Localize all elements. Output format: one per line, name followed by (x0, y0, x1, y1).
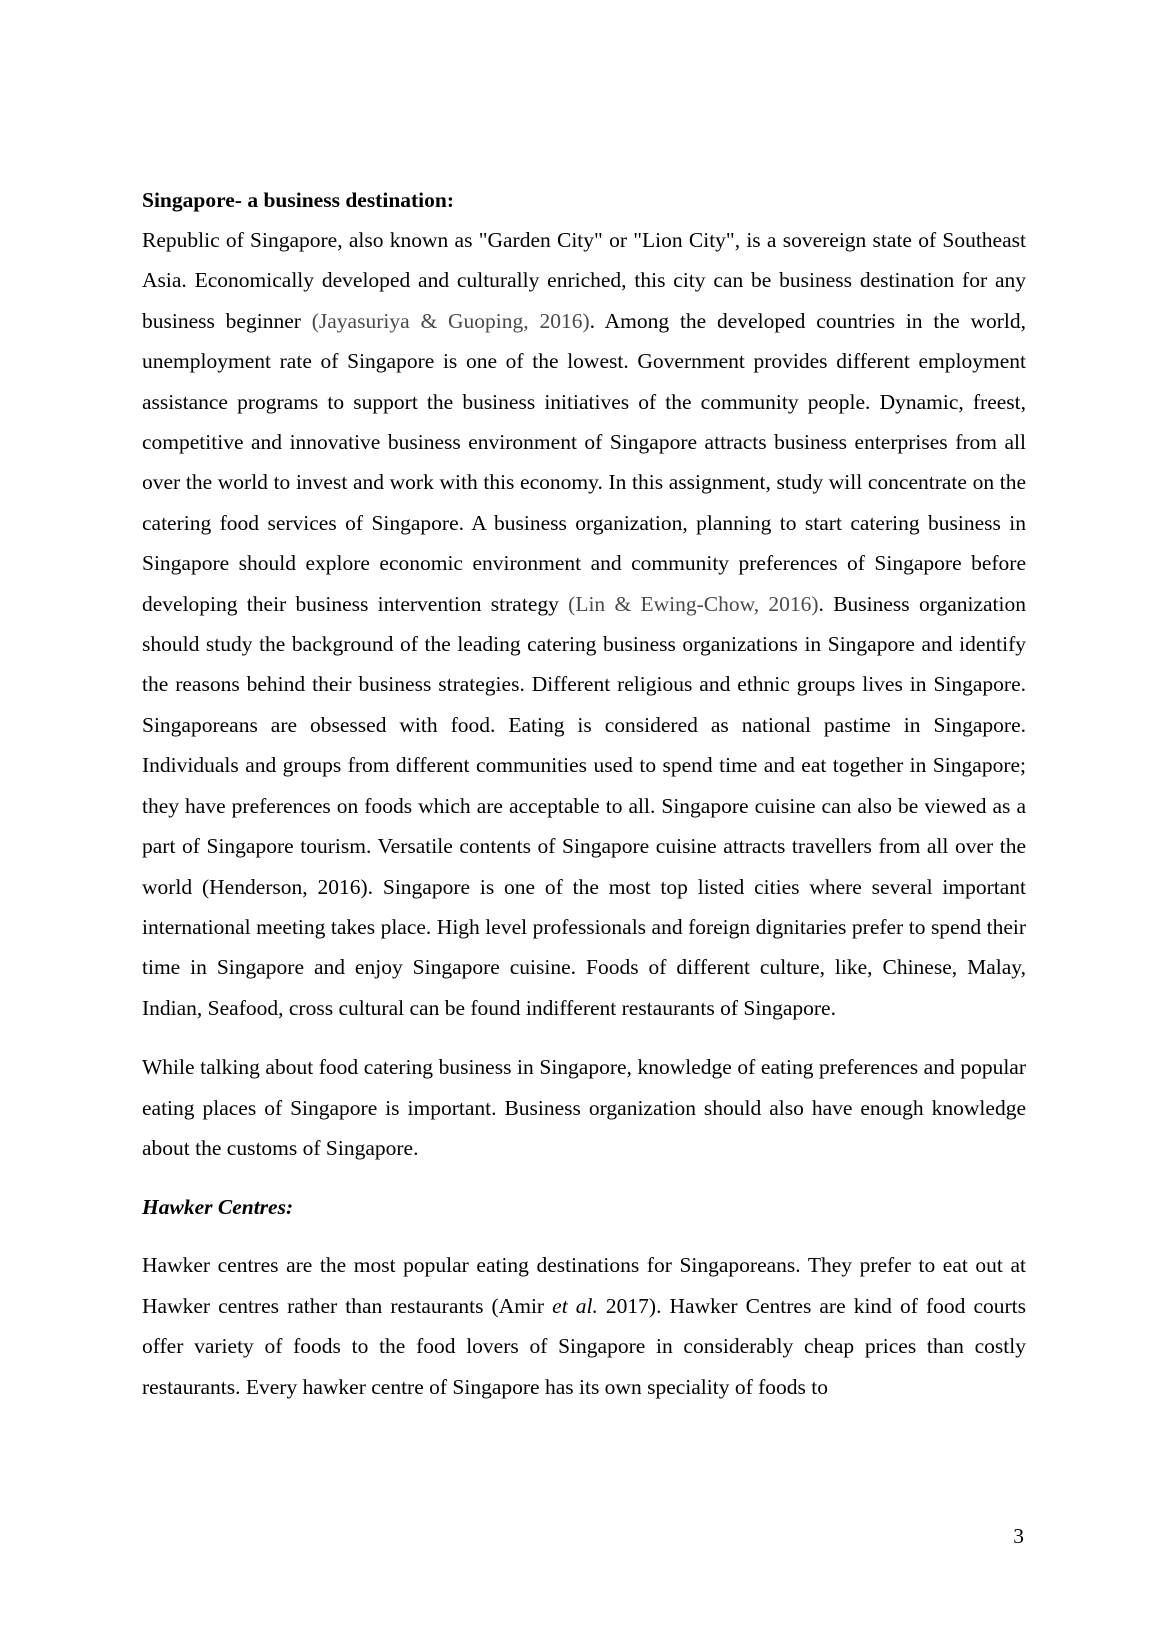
paragraph-text: Hawker centres are the most popular eating destinations for Singaporeans. They prefer to eat out at Hawker centres rather than restaurants (Amir (142, 1253, 1026, 1318)
paragraph-text: Republic of Singapore, also known as "Garden City" or "Lion City", is a sovereign state of Southeast Asia. Economically developed and culturally enriched, this city can be business destination for any business beginner (142, 228, 1026, 333)
subsection-heading: Hawker Centres: (142, 1195, 294, 1220)
citation: (Lin & Ewing-Chow, 2016) (568, 591, 819, 616)
paragraph-text: . Business organization should study the background of the leading catering business organizations in Singapore and identify the reasons behind their business strategies. Different religious and ethnic groups lives in Singapore. Singaporeans are obsessed with food. Eating is considered as national pastime in Singapore. Individuals and groups from different communities used to spend time and eat together in Singapore; they have preferences on foods which are acceptable to all. Singapore cuisine can also be viewed as a part of Singapore tourism. Versatile contents of Singapore cuisine attracts travellers from all over the world (Henderson, 2016). Singapore is one of the most top listed cities where several important international meeting takes place. High level professionals and foreign dignitaries prefer to spend their time in Singapore and enjoy Singapore cuisine. Foods of different culture, like, Chinese, Malay, Indian, Seafood, cross cultural can be found indifferent restaurants of Singapore. (142, 591, 1027, 1020)
section-heading: Singapore- a business destination: (142, 188, 455, 212)
body-paragraph-hawker (142, 1245, 1026, 1407)
citation: (Jayasuriya & Guoping, 2016) (311, 308, 590, 333)
page-content (142, 186, 1026, 1407)
page-number: 3 (1013, 1524, 1024, 1548)
body-paragraph-intro (142, 220, 1026, 1028)
body-paragraph-catering: While talking about food catering business in Singapore, knowledge of eating preferences and popular eating places of Singapore is important. Business organization should also have enough knowledge about the customs of Singapore. (142, 1055, 1026, 1160)
italic-text: et al. (552, 1293, 598, 1318)
paragraph-text: . Among the developed countries in the world, unemployment rate of Singapore is one of the lowest. Government provides different employment assistance programs to support the business initiatives of the community people. Dynamic, freest, competitive and innovative business environment of Singapore attracts business enterprises from all over the world to invest and work with this economy. In this assignment, study will concentrate on the catering food services of Singapore. A business organization, planning to start catering business in Singapore should explore economic environment and community preferences of Singapore before developing their business intervention strategy (142, 308, 1026, 616)
paragraph-text: 2017). Hawker Centres are kind of food courts offer variety of foods to the food lovers of Singapore in considerably cheap prices than costly restaurants. Every hawker centre of Singapore has its own speciality of foods to (142, 1293, 1026, 1399)
